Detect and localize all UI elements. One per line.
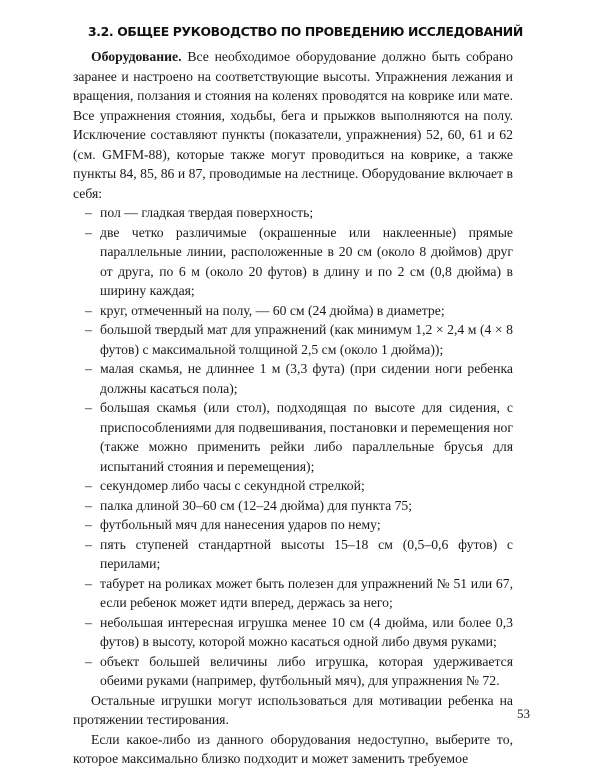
- list-dash: –: [85, 497, 92, 513]
- section-heading: 3.2. ОБЩЕЕ РУКОВОДСТВО ПО ПРОВЕДЕНИЮ ИССЛЕДОВАНИЙ: [88, 24, 523, 39]
- list-dash: –: [85, 614, 92, 630]
- equipment-lead-term: Оборудование.: [91, 49, 182, 64]
- list-item-text: палка длиной 30–60 см (12–24 дюйма) для пункта 75;: [100, 497, 413, 513]
- equipment-intro-text: Все необходимое оборудование должно быть собрано заранее и настроено на соответствующие высоты. Упражнения лежания и вращения, ползания и стояния на коленях проводятся на коврике или мате. Все упражнения стояния, ходьбы, бега и прыжков выполняются на полу. Исключение составляют пункты (показатели, упражнения) 52, 60, 61 и 62 (см. GMFM-88), которые также могут проводиться на коврике, а также пункты 84, 85, 86 и 87, проводимые на лестнице. Оборудование включает в себя:: [73, 49, 513, 201]
- list-item: [85, 359, 513, 398]
- toys-paragraph: Остальные игрушки могут использоваться для мотивации ребенка на протяжении тестирования.: [73, 692, 513, 727]
- substitute-paragraph: Если какое-либо из данного оборудования недоступно, выберите то, которое максимально близко подходит и может заменить требуемое: [73, 731, 513, 766]
- list-dash: –: [85, 536, 92, 552]
- list-item-text: две четко различимые (окрашенные или наклеенные) прямые параллельные линии, расположенные в 20 см (около 8 дюймов) друг от друга, по 6 м (около 20 футов) в длину и по 2 см (0,8 дюйма) в ширину каждая;: [100, 224, 513, 298]
- list-dash: –: [85, 653, 92, 669]
- list-item: [85, 652, 513, 691]
- list-item-text: небольшая интересная игрушка менее 10 см (4 дюйма, или более 0,3 футов) в высоту, которой можно касаться одной либо двумя руками;: [100, 614, 513, 649]
- list-item-text: круг, отмеченный на полу, — 60 см (24 дюйма) в диаметре;: [100, 302, 445, 318]
- list-item: [85, 203, 513, 223]
- list-item: [85, 515, 513, 535]
- list-item-text: пол — гладкая твердая поверхность;: [100, 205, 314, 220]
- list-dash: –: [85, 575, 92, 591]
- list-item: [85, 574, 513, 613]
- list-item-text: большая скамья (или стол), подходящая по высоте для сидения, с приспособлениями для подвешивания, постановки и перемещения ног (также можно применить рейки либо параллельные брусья для испытаний стояния и перемещения);: [100, 400, 514, 474]
- list-item-text: секундомер либо часы с секундной стрелкой;: [100, 478, 365, 493]
- list-item-text: табурет на роликах может быть полезен для упражнений № 51 или 67, если ребенок может идти вперед, держась за него;: [100, 575, 513, 610]
- equipment-intro-paragraph: [73, 47, 513, 203]
- list-item: [85, 398, 514, 476]
- list-dash: –: [85, 478, 92, 493]
- list-item-text: малая скамья, не длиннее 1 м (3,3 фута) (при сидении ноги ребенка должны касаться пола);: [100, 361, 513, 396]
- list-dash: –: [85, 302, 92, 318]
- list-dash: –: [85, 361, 92, 376]
- list-dash: –: [85, 205, 92, 220]
- list-dash: –: [85, 224, 92, 240]
- list-item: [85, 496, 513, 516]
- list-item-text: большой твердый мат для упражнений (как минимум 1,2 × 2,4 м (4 × 8 футов) с максимальной толщиной 2,5 см (около 1 дюйма));: [100, 322, 513, 357]
- list-item-text: объект большей величины либо игрушка, которая удерживaется обеими руками (например, футбольный мяч), для упражнения № 72.: [100, 653, 513, 688]
- list-item: [85, 320, 513, 359]
- list-item-text: футбольный мяч для нанесения ударов по нему;: [100, 517, 381, 532]
- list-item: [85, 613, 513, 652]
- list-item: [85, 223, 513, 301]
- list-dash: –: [85, 517, 92, 532]
- list-item: [85, 535, 513, 574]
- list-dash: –: [85, 400, 92, 415]
- equipment-list: [73, 203, 513, 691]
- list-item: [85, 301, 513, 321]
- list-item: [85, 476, 513, 496]
- body-text: [73, 47, 513, 769]
- page-number: 53: [517, 706, 530, 721]
- list-dash: –: [85, 322, 92, 337]
- list-item-text: пять ступеней стандартной высоты 15–18 см (0,5–0,6 футов) с перилами;: [100, 536, 513, 571]
